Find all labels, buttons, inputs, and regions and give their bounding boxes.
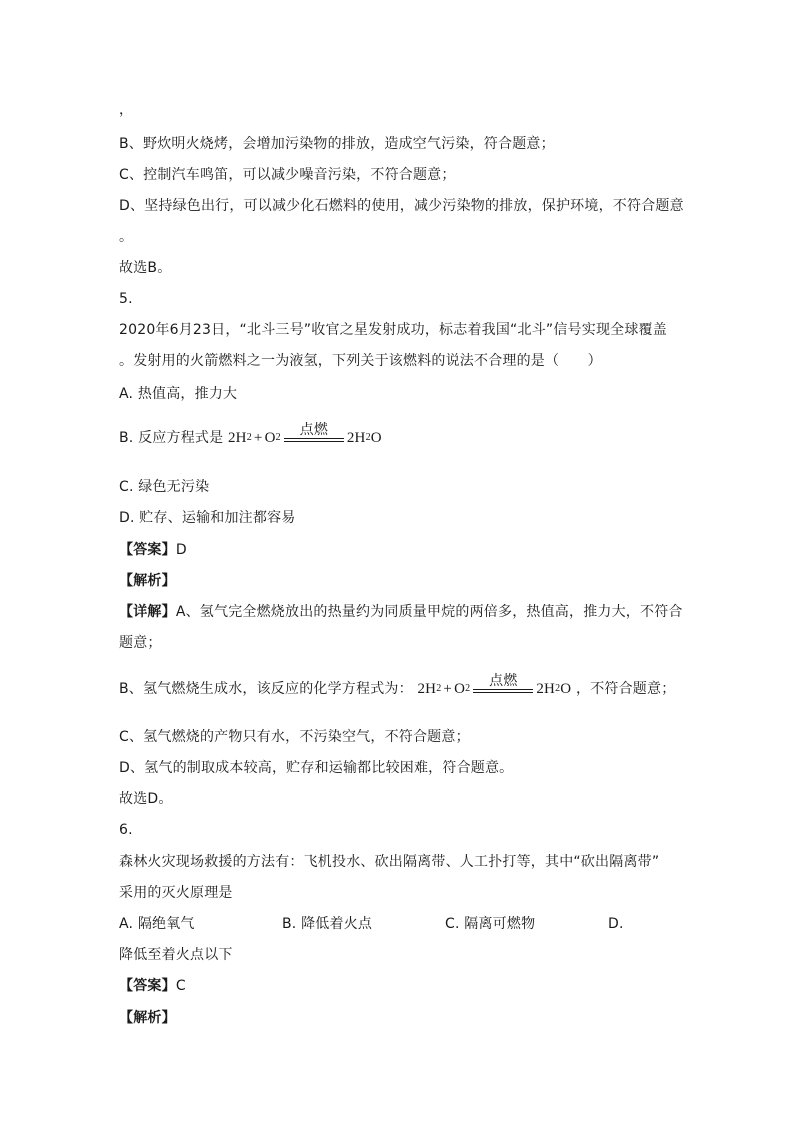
answer-tag: 【答案】 bbox=[119, 978, 176, 994]
option-d: D. 贮存、运输和加注都容易 bbox=[119, 510, 296, 526]
detail-b-line: B、氢气燃烧生成水，该反应的化学方程式为： 2 H 2 + O 2 点燃 2 H 2 O ，不符合题意； bbox=[119, 673, 676, 697]
answer-tag: 【答案】 bbox=[119, 542, 176, 558]
analysis-tag: 【解析】 bbox=[119, 573, 176, 589]
text-line: B、野炊明火烧烤，会增加污染物的排放，造成空气污染，符合题意； bbox=[119, 136, 555, 152]
reaction-arrow: 点燃 bbox=[473, 673, 533, 693]
analysis-tag: 【解析】 bbox=[119, 1010, 176, 1026]
text-line: 题意； bbox=[119, 635, 162, 651]
question-stem: 。发射用的火箭燃料之一为液氢，下列关于该燃料的说法不合理的是（ ） bbox=[119, 353, 602, 369]
question-stem: 森林火灾现场救援的方法有：飞机投水、砍出隔离带、人工扑打等，其中“砍出隔离带” bbox=[119, 854, 660, 870]
options-row bbox=[119, 914, 624, 934]
chemical-equation: 2 H 2 + O 2 点燃 2 H 2 O bbox=[417, 673, 572, 697]
option-b: B. 降低着火点 bbox=[282, 916, 373, 932]
option-b-label: B. 反应方程式是 bbox=[119, 430, 224, 446]
chemical-equation: 2 H 2 + O 2 点燃 2 H 2 O bbox=[227, 422, 382, 446]
question-stem: 2020年6月23日，“北斗三号”收官之星发射成功，标志着我国“北斗”信号实现全球覆盖 bbox=[119, 322, 667, 338]
text-line: 故选D。 bbox=[119, 791, 173, 807]
reaction-arrow: 点燃 bbox=[284, 422, 344, 442]
question-stem: 采用的灭火原理是 bbox=[119, 885, 233, 901]
text-line: C、控制汽车鸣笛，可以减少噪音污染，不符合题意； bbox=[119, 167, 456, 183]
option-a: A. 热值高，推力大 bbox=[119, 386, 238, 402]
answer-line bbox=[119, 540, 187, 560]
detail-tag: 【详解】 bbox=[119, 604, 176, 620]
option-d-continued: 降低至着火点以下 bbox=[119, 947, 233, 963]
option-a: A. 隔绝氧气 bbox=[119, 916, 195, 932]
option-c: C. 隔离可燃物 bbox=[445, 916, 536, 932]
question-number: 6. bbox=[119, 822, 133, 838]
text-line: D、氢气的制取成本较高，贮存和运输都比较困难，符合题意。 bbox=[119, 760, 514, 776]
option-c: C. 绿色无污染 bbox=[119, 479, 210, 495]
option-b bbox=[119, 422, 382, 448]
text-line: D、坚持绿色出行，可以减少化石燃料的使用，减少污染物的排放，保护环境，不符合题意 bbox=[119, 198, 684, 214]
text-line: 故选B。 bbox=[119, 260, 172, 276]
detail-line: 【详解】A、氢气完全燃烧放出的热量约为同质量甲烷的两倍多，热值高，推力大，不符合 bbox=[119, 604, 683, 620]
text-line: C、氢气燃烧的产物只有水，不污染空气，不符合题意； bbox=[119, 729, 470, 745]
answer-value: C bbox=[175, 978, 186, 994]
text-line: ， bbox=[119, 102, 134, 118]
answer-line bbox=[119, 976, 186, 996]
text-line: 。 bbox=[119, 229, 134, 245]
option-d: D. bbox=[608, 916, 624, 932]
answer-value: D bbox=[175, 542, 187, 558]
question-number: 5. bbox=[119, 291, 133, 307]
